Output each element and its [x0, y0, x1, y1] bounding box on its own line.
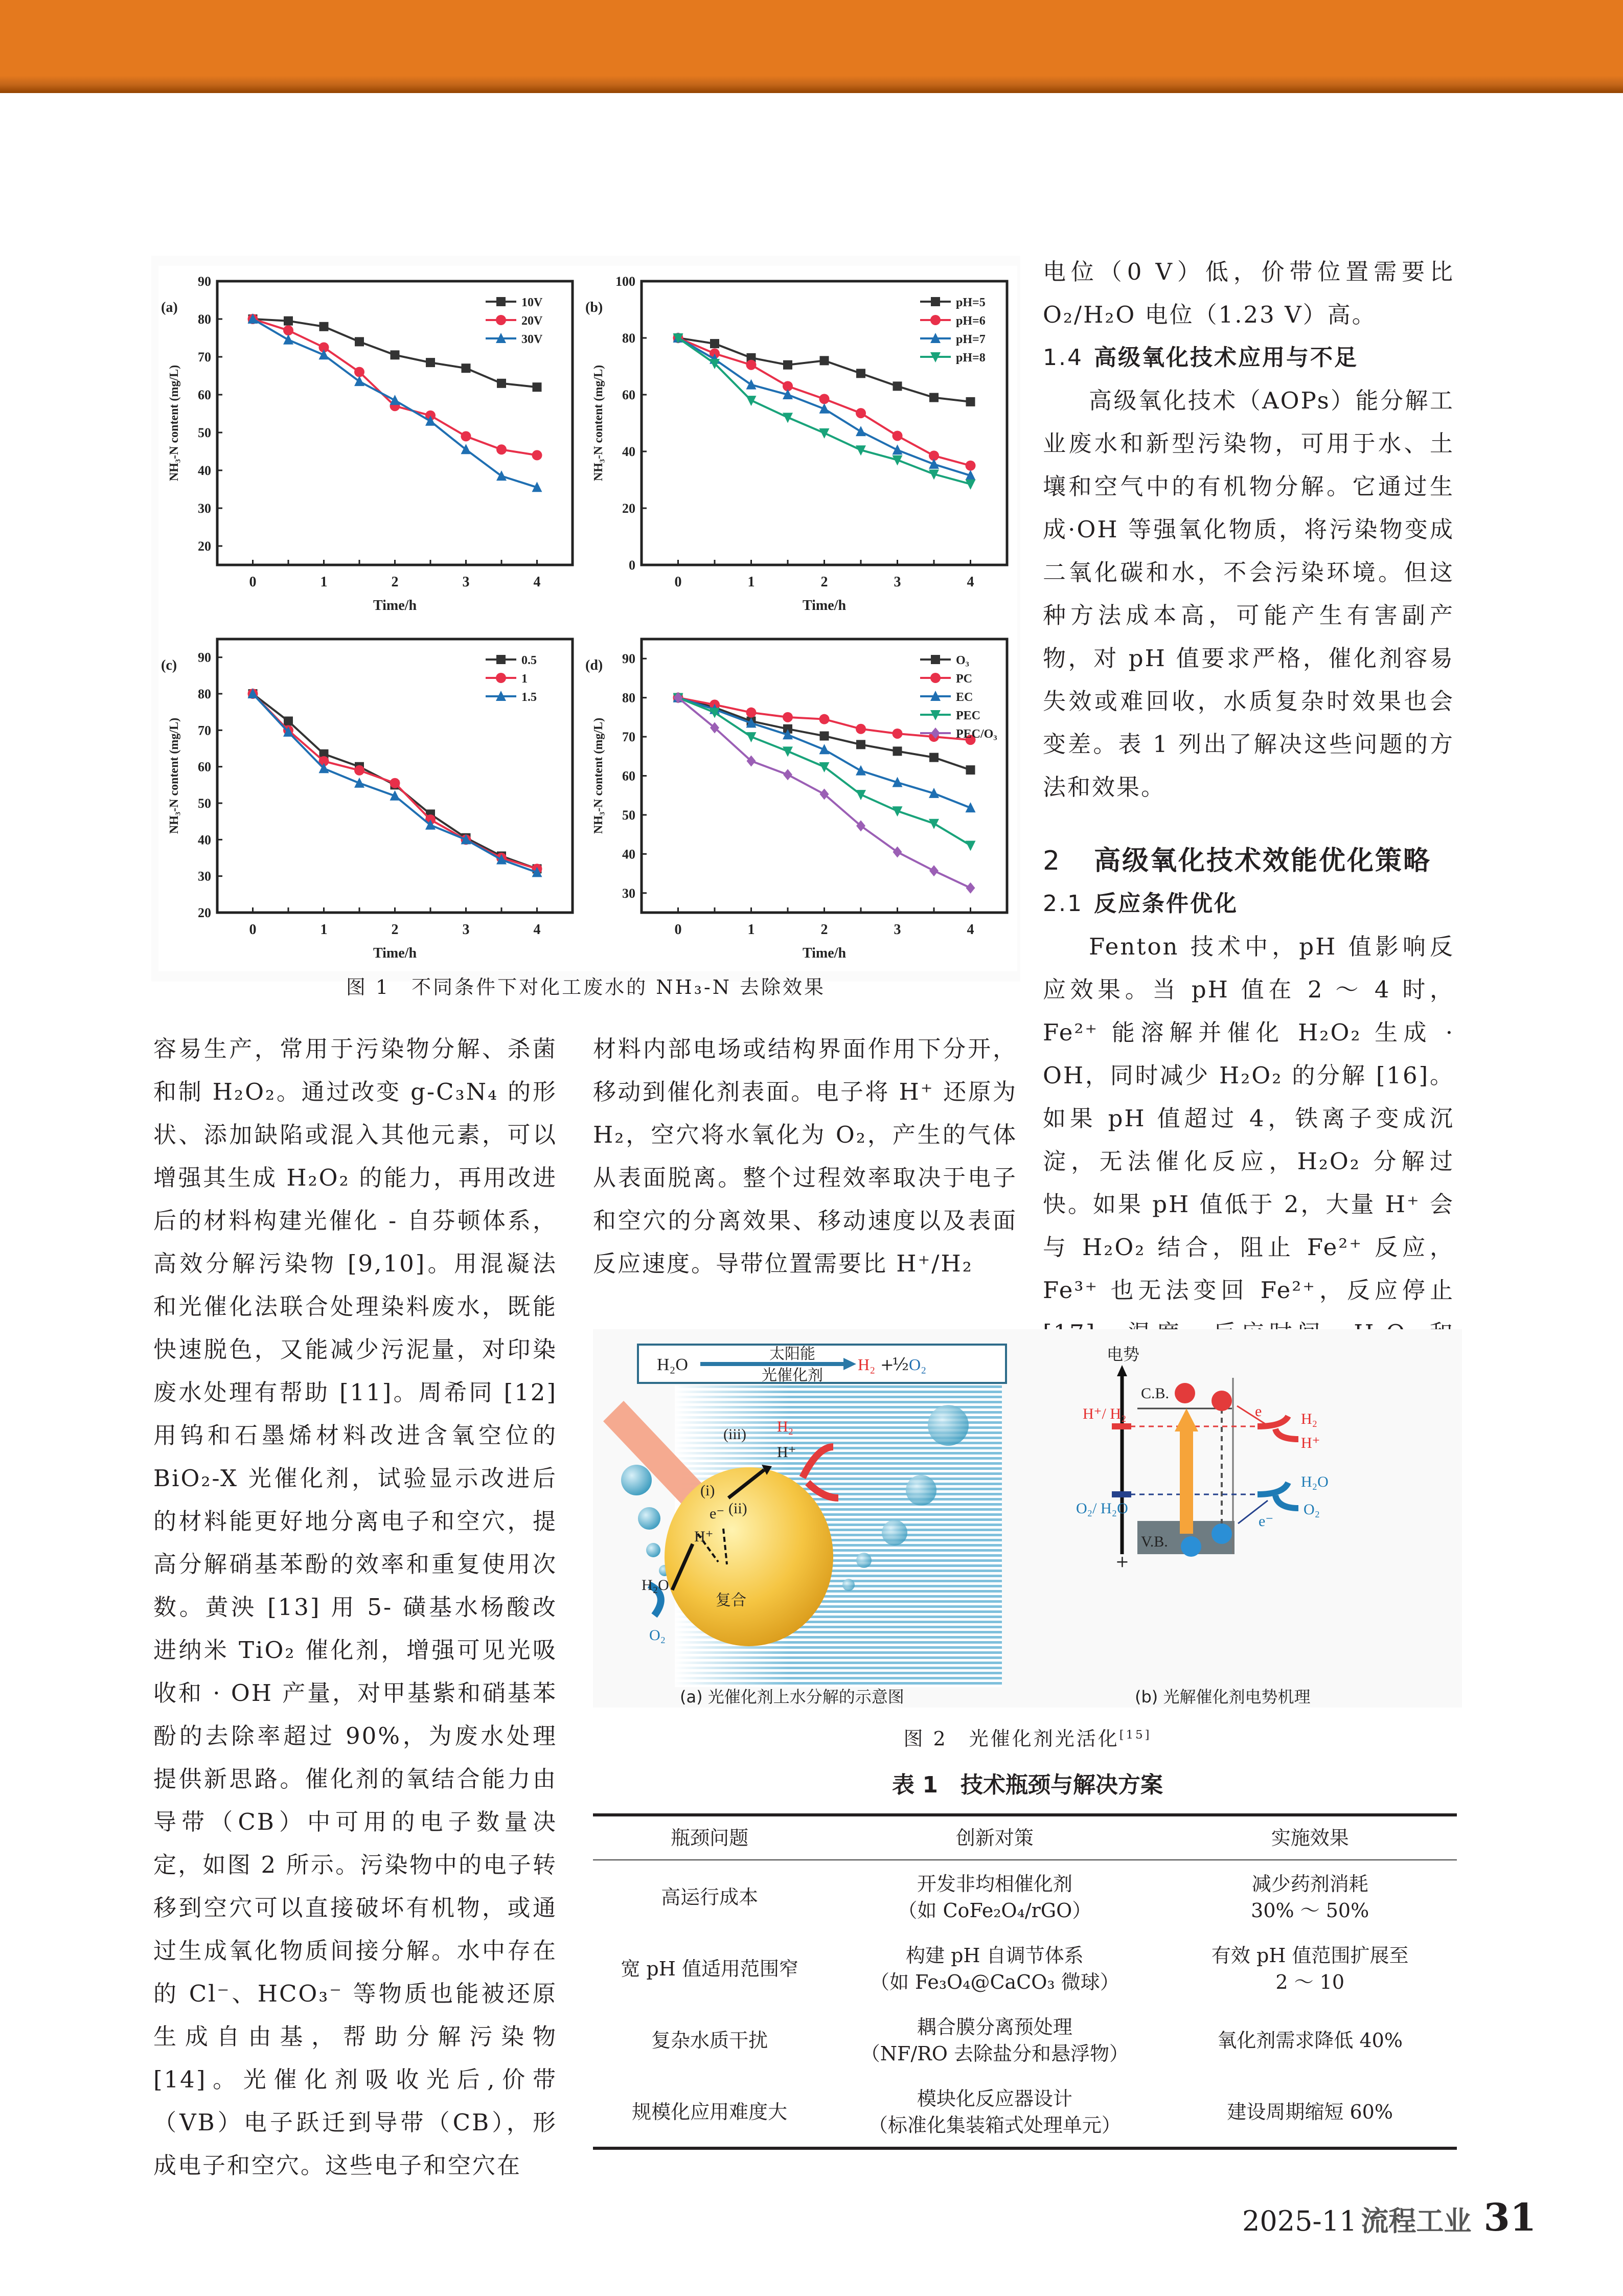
- figure-2-caption: [593, 1723, 1462, 1751]
- section-2-heading: [1043, 839, 1454, 882]
- y-tick-label: 30: [622, 885, 635, 901]
- x-tick-label: 4: [533, 574, 541, 590]
- y-tick-label: 40: [198, 463, 211, 478]
- vb-label: V.B.: [1141, 1533, 1168, 1550]
- h-couple-label: H⁺/ H₂: [1083, 1405, 1127, 1422]
- eq-top: 太阳能: [769, 1345, 815, 1363]
- table-cell-effect: [1163, 2075, 1457, 2148]
- x-tick-label: 1: [320, 574, 328, 590]
- plot-frame: [217, 639, 573, 913]
- table-cell-measure: [826, 2075, 1163, 2148]
- legend-marker: [496, 315, 506, 325]
- eq-half: ½: [892, 1354, 909, 1375]
- y-axis-label: NH₃-N content (mg/L): [592, 365, 605, 482]
- hplus-label: H⁺: [1301, 1435, 1320, 1451]
- data-point: [820, 732, 829, 741]
- label-h2o: H₂O: [642, 1577, 669, 1594]
- table-header-measure: 创新对策: [826, 1815, 1163, 1860]
- table-cell-effect: [1163, 1860, 1457, 1932]
- label-hplus-inner: H⁺: [694, 1528, 714, 1545]
- x-tick-label: 2: [820, 574, 828, 590]
- data-point: [966, 461, 976, 471]
- section-2-1-number: 2.1: [1043, 891, 1083, 917]
- panel-label: (c): [161, 657, 177, 673]
- y-tick-label: 70: [198, 350, 211, 365]
- data-point: [533, 382, 542, 392]
- data-point: [929, 393, 939, 402]
- data-point: [390, 778, 400, 788]
- bubble: [906, 1475, 936, 1506]
- legend-label: 0.5: [521, 654, 537, 667]
- table-cell-problem: 高运行成本: [661, 1886, 759, 1908]
- y-tick-label: 100: [615, 274, 635, 289]
- y-tick-label: 90: [198, 650, 211, 665]
- section-1-4-number: 1.4: [1043, 345, 1083, 371]
- label-ii: (ii): [728, 1500, 747, 1517]
- legend-label: PEC/O₃: [956, 728, 997, 741]
- hole: [1211, 1524, 1232, 1544]
- x-axis-label: Time/h: [802, 945, 847, 961]
- legend-marker: [930, 315, 941, 325]
- y-axis-label: NH₃-N content (mg/L): [168, 717, 181, 834]
- catalyst-particle: [665, 1467, 833, 1646]
- table-cell-measure: [826, 1860, 1163, 1932]
- y-tick-label: 80: [622, 331, 635, 346]
- x-tick-label: 3: [894, 922, 901, 938]
- measure-line-2: （如 Fe₃O₄@CaCO₃ 微球）: [870, 1971, 1119, 1993]
- data-point: [319, 322, 329, 331]
- data-point: [426, 358, 435, 367]
- table-cell-problem: 宽 pH 值适用范围窄: [621, 1958, 798, 1980]
- y-tick-label: 50: [198, 425, 211, 440]
- eq-o2: O₂: [909, 1355, 927, 1374]
- y-tick-label: 60: [198, 388, 211, 402]
- data-point: [856, 408, 866, 418]
- hole: [1181, 1536, 1201, 1557]
- y-tick-label: 20: [622, 501, 635, 516]
- figure-2-caption-ref: [15]: [1119, 1728, 1152, 1742]
- table-cell-measure: [826, 2004, 1163, 2075]
- legend-marker: [931, 655, 940, 664]
- y-tick-label: 50: [198, 796, 211, 811]
- y-tick-label: 70: [622, 730, 635, 745]
- chart-a: [158, 266, 583, 624]
- legend-label: 20V: [521, 314, 543, 328]
- bubble: [646, 1543, 660, 1557]
- figure-2a-diagram: [593, 1329, 1084, 1708]
- e-top-label: e: [1255, 1403, 1262, 1420]
- effect-line-1: 减少药剂消耗: [1251, 1873, 1368, 1895]
- right-column: [1043, 251, 1454, 1398]
- label-iii: (iii): [723, 1426, 746, 1443]
- x-tick-label: 2: [391, 574, 399, 590]
- legend-label: EC: [956, 691, 973, 704]
- panel-label: (d): [585, 657, 603, 673]
- legend-label: 30V: [521, 333, 543, 346]
- table-1-title: 表 1 技术瓶颈与解决方案: [892, 1772, 1163, 1798]
- data-point: [893, 430, 903, 441]
- data-point: [284, 316, 293, 326]
- y-tick-label: 80: [622, 690, 635, 706]
- x-tick-label: 2: [820, 922, 828, 938]
- table-cell-effect: [1163, 1932, 1457, 2004]
- effect-line-2: 30% ～ 50%: [1251, 1899, 1369, 1922]
- electron: [1175, 1383, 1195, 1403]
- x-tick-label: 0: [674, 922, 682, 938]
- right-paragraph-intro: 电位（0 V）低，价带位置需要比 O₂/H₂O 电位（1.23 V）高。: [1043, 258, 1454, 328]
- data-point: [284, 717, 293, 726]
- legend-label: PEC: [956, 709, 980, 722]
- table-row: [593, 1932, 1457, 2004]
- y-tick-label: 90: [198, 274, 211, 289]
- legend-marker: [930, 673, 941, 683]
- x-tick-label: 4: [533, 922, 541, 938]
- table-header-problem: 瓶颈问题: [593, 1815, 826, 1860]
- measure-line-1: 构建 pH 自调节体系: [906, 1944, 1084, 1967]
- plot-frame: [642, 281, 1007, 565]
- eq-h2o: H₂O: [657, 1355, 688, 1374]
- label-h2: H₂: [777, 1418, 794, 1435]
- e-bottom-label: e⁻: [1259, 1513, 1274, 1530]
- panel-label: (b): [585, 300, 603, 315]
- measure-line-1: 耦合膜分离预处理: [917, 2016, 1072, 2038]
- middle-column: [593, 1028, 1017, 1285]
- data-point: [783, 360, 792, 370]
- y-tick-label: 50: [622, 807, 635, 823]
- legend-marker: [496, 297, 506, 306]
- y-tick-label: 20: [198, 539, 211, 554]
- legend-marker: [931, 297, 940, 306]
- page-number: 31: [1483, 2196, 1537, 2240]
- section-2-title: 高级氧化技术效能优化策略: [1094, 846, 1432, 876]
- x-axis-label: Time/h: [802, 598, 847, 613]
- x-tick-label: 2: [391, 922, 399, 938]
- section-1-4-heading: [1043, 336, 1454, 379]
- bubble: [842, 1579, 855, 1591]
- chart-c: [158, 624, 583, 971]
- y-axis-label: NH₃-N content (mg/L): [592, 717, 605, 834]
- data-point: [710, 339, 719, 348]
- y-tick-label: 70: [198, 723, 211, 738]
- table-header-row: [593, 1815, 1457, 1860]
- bubble: [856, 1553, 872, 1568]
- legend-label: pH=7: [956, 333, 986, 346]
- legend-label: O₃: [956, 654, 969, 667]
- y-tick-label: 60: [622, 388, 635, 402]
- y-tick-label: 60: [198, 759, 211, 775]
- eq-bottom: 光催化剂: [762, 1367, 823, 1384]
- cb-label: C.B.: [1141, 1385, 1170, 1402]
- data-point: [856, 724, 866, 734]
- data-point: [462, 363, 471, 373]
- legend-label: PC: [956, 672, 972, 686]
- x-tick-label: 0: [249, 922, 257, 938]
- y-tick-label: 40: [198, 832, 211, 848]
- left-paragraph: 容易生产，常用于污染物分解、杀菌和制 H₂O₂。通过改变 g-C₃N₄ 的形状、添加缺陷或混入其他元素，可以增强其生成 H₂O₂ 的能力，再用改进后的材料构建光催化 - 自芬顿体系，高效分解污染物 [9,10]。用混凝法和光催化法联合处理染料废水，既能快速脱色，又能减少污泥量，对印染废水处理有帮助 [11]。周希同 [12] 用钨和石墨烯材料改进含氧空位的 BiO₂-X 光催化剂，试验显示改进后的材料能更好地分离电子和空穴，提高分解硝基苯酚的效率和重复使用次数。黄泱 [13] 用 5- 磺基水杨酸改进纳米 TiO₂ 催化剂，增强可见光吸收和 · OH 产量，对甲基紫和硝基苯酚的去除率超过 90%，为废水处理提供新思路。催化剂的氧结合能力由导带（CB）中可用的电子数量决定，如图 2 所示。污染物中的电子转移到空穴可以直接破坏有机物，或通过生成氧化物质间接分解。水中存在的 Cl⁻、HCO₃⁻ 等物质也能被还原生成自由基，帮助分解污染物 [14]。光催化剂吸收光后,价带（VB）电子跃迁到导带（CB），形成电子和空穴。这些电子和空穴在: [153, 1035, 557, 2179]
- data-point: [497, 379, 506, 388]
- legend-label: 1: [521, 672, 528, 686]
- data-point: [893, 729, 903, 739]
- section-2-1-paragraph: Fenton 技术中，pH 值影响反应效果。当 pH 值在 2 ～ 4 时，Fe²⁺ 能溶解并催化 H₂O₂ 生成 · OH，同时减少 H₂O₂ 的分解 [16]。如果 pH 值超过 4，铁离子变成沉淀，无法催化反应，H₂O₂ 分解过快。如果 pH 值低于 2，大量 H⁺ 会与 H₂O₂ 结合，阻止 Fe²⁺ 反应，Fe³⁺ 也无法变回 Fe²⁺，反应停止: [1043, 933, 1454, 1304]
- data-point: [893, 381, 902, 391]
- data-point: [929, 753, 939, 762]
- header-band: [0, 0, 1623, 93]
- data-point: [355, 337, 364, 346]
- bubble: [638, 1507, 660, 1530]
- table-cell-effect: [1163, 2004, 1457, 2075]
- x-tick-label: 3: [894, 574, 901, 590]
- chart-panel-c: [158, 624, 583, 971]
- table-row: [593, 2004, 1457, 2075]
- legend-label: pH=8: [956, 351, 986, 365]
- bubble: [928, 1405, 969, 1446]
- x-axis-label: Time/h: [373, 598, 417, 613]
- table-header-effect: 实施效果: [1163, 1815, 1457, 1860]
- label-o2: O₂: [649, 1627, 666, 1644]
- data-point: [893, 746, 902, 756]
- data-point: [819, 714, 830, 724]
- figure-2-caption-text: 图 2 光催化剂光活化: [903, 1727, 1119, 1750]
- data-point: [966, 397, 975, 406]
- y-tick-label: 30: [198, 501, 211, 516]
- y-tick-label: 90: [622, 651, 635, 667]
- data-point: [746, 708, 757, 718]
- x-tick-label: 4: [967, 922, 974, 938]
- plot-frame: [642, 639, 1007, 913]
- x-tick-label: 3: [462, 922, 470, 938]
- label-e: e⁻: [710, 1505, 725, 1522]
- footer-journal: 流程工业: [1361, 2204, 1472, 2237]
- label-recombine: 复合: [716, 1592, 746, 1609]
- data-point: [354, 367, 364, 377]
- chart-b: [583, 266, 1017, 624]
- footer-issue: 2025-11: [1242, 2205, 1357, 2237]
- data-point: [354, 765, 364, 776]
- eq-h2: H₂: [858, 1355, 876, 1374]
- data-point: [496, 444, 507, 454]
- axis-plus: +: [1115, 1552, 1129, 1571]
- table-row: [593, 2075, 1457, 2148]
- data-point: [966, 765, 975, 775]
- x-tick-label: 0: [674, 574, 682, 590]
- chart-panel-b: [583, 266, 1017, 624]
- table-cell-problem: 规模化应用难度大: [593, 2075, 826, 2148]
- legend-marker: [496, 673, 506, 683]
- data-point: [819, 394, 830, 404]
- o-couple-label: O₂/ H₂O: [1076, 1500, 1128, 1517]
- measure-line-1: 开发非均相催化剂: [917, 1873, 1072, 1895]
- left-column: [153, 1028, 557, 2187]
- legend-marker: [496, 655, 506, 664]
- x-axis-label: Time/h: [373, 945, 417, 961]
- chart-d: [583, 624, 1017, 971]
- axis-label-potential: 电势: [1107, 1345, 1140, 1364]
- y-tick-label: 0: [629, 558, 635, 573]
- data-point: [461, 431, 471, 441]
- table-cell-problem: 复杂水质干扰: [651, 2029, 768, 2052]
- figure-1-caption: 图 1 不同条件下对化工废水的 NH₃-N 去除效果: [346, 976, 826, 998]
- label-hplus-out: H⁺: [777, 1444, 796, 1461]
- section-2-1-title: 反应条件优化: [1094, 891, 1238, 917]
- label-i: (i): [700, 1482, 715, 1499]
- electron: [1211, 1391, 1232, 1411]
- chart-panel-d: [583, 624, 1017, 971]
- chart-panel-a: [158, 266, 583, 624]
- measure-line-2: （标准化集装箱式处理单元）: [868, 2114, 1121, 2136]
- x-tick-label: 1: [320, 922, 328, 938]
- effect-line-1: 有效 pH 值范围扩展至: [1211, 1944, 1409, 1967]
- y-tick-label: 20: [198, 905, 211, 920]
- y-axis-label: NH₃-N content (mg/L): [168, 365, 181, 482]
- bubble: [882, 1520, 907, 1545]
- legend-label: 1.5: [521, 691, 537, 704]
- data-point: [820, 356, 829, 365]
- measure-line-1: 模块化反应器设计: [917, 2087, 1072, 2110]
- section-2-number: 2: [1043, 846, 1062, 876]
- table-1: [593, 1813, 1457, 2150]
- data-point: [856, 369, 865, 378]
- y-tick-label: 60: [622, 768, 635, 784]
- panel-label: (a): [161, 300, 178, 315]
- x-tick-label: 1: [747, 922, 755, 938]
- section-2-1-heading: [1043, 882, 1454, 925]
- eq-plus: +: [880, 1355, 894, 1374]
- data-point: [283, 325, 293, 335]
- x-tick-label: 3: [462, 574, 470, 590]
- figure-2b-diagram: [1073, 1329, 1462, 1708]
- legend-label: pH=6: [956, 314, 986, 328]
- figure-2b-caption: (b) 光解催化剂电势机理: [1135, 1687, 1311, 1707]
- effect-line-1: 建设周期缩短 60%: [1227, 2101, 1393, 2123]
- o2-label: O₂: [1304, 1501, 1320, 1518]
- data-point: [783, 712, 793, 722]
- x-tick-label: 0: [249, 574, 257, 590]
- data-point: [532, 450, 542, 460]
- data-point: [391, 350, 400, 359]
- y-tick-label: 40: [622, 847, 635, 862]
- h2o-label: H₂O: [1301, 1473, 1329, 1490]
- data-point: [856, 740, 865, 749]
- section-1-4-title: 高级氧化技术应用与不足: [1094, 345, 1358, 371]
- table-cell-measure: [826, 1932, 1163, 2004]
- h2-label: H₂: [1301, 1411, 1318, 1427]
- middle-paragraph: 材料内部电场或结构界面作用下分开，移动到催化剂表面。电子将 H⁺ 还原为 H₂，空穴将水氧化为 O₂，产生的气体从表面脱离。整个过程效率取决于电子和空穴的分离效果、移动速度以及表面反应速度。导带位置需要比 H⁺/H₂: [593, 1035, 1017, 1277]
- y-tick-label: 30: [198, 869, 211, 884]
- y-tick-label: 40: [622, 444, 635, 459]
- figure-2a-caption: (a) 光催化剂上水分解的示意图: [680, 1687, 904, 1707]
- measure-line-2: （NF/RO 去除盐分和悬浮物）: [860, 2042, 1129, 2065]
- bubble: [621, 1465, 652, 1495]
- legend-label: pH=5: [956, 296, 986, 309]
- section-1-4-paragraph: 高级氧化技术（AOPs）能分解工业废水和新型污染物，可用于水、土壤和空气中的有机物分解。它通过生成·OH 等强氧化物质，将污染物变成二氧化碳和水，不会污染环境。但这种方法成本高，可能产生有害副产物，对 pH 值要求严格，催化剂容易失效或难回收，水质复杂时效果也会变差。表 1 列出了解决这些问题的方法和效果。: [1043, 387, 1454, 801]
- y-tick-label: 80: [198, 312, 211, 327]
- table-row: [593, 1860, 1457, 1932]
- effect-line-2: 2 ～ 10: [1275, 1971, 1345, 1993]
- legend-label: 10V: [521, 296, 543, 309]
- x-tick-label: 1: [747, 574, 755, 590]
- measure-line-2: （如 CoFe₂O₄/rGO）: [898, 1899, 1092, 1922]
- x-tick-label: 4: [967, 574, 974, 590]
- excitation-arrow: [1180, 1426, 1193, 1534]
- data-point: [746, 360, 757, 370]
- y-tick-label: 80: [198, 687, 211, 701]
- page-footer: [1242, 2196, 1536, 2240]
- effect-line-1: 氧化剂需求降低 40%: [1217, 2029, 1403, 2052]
